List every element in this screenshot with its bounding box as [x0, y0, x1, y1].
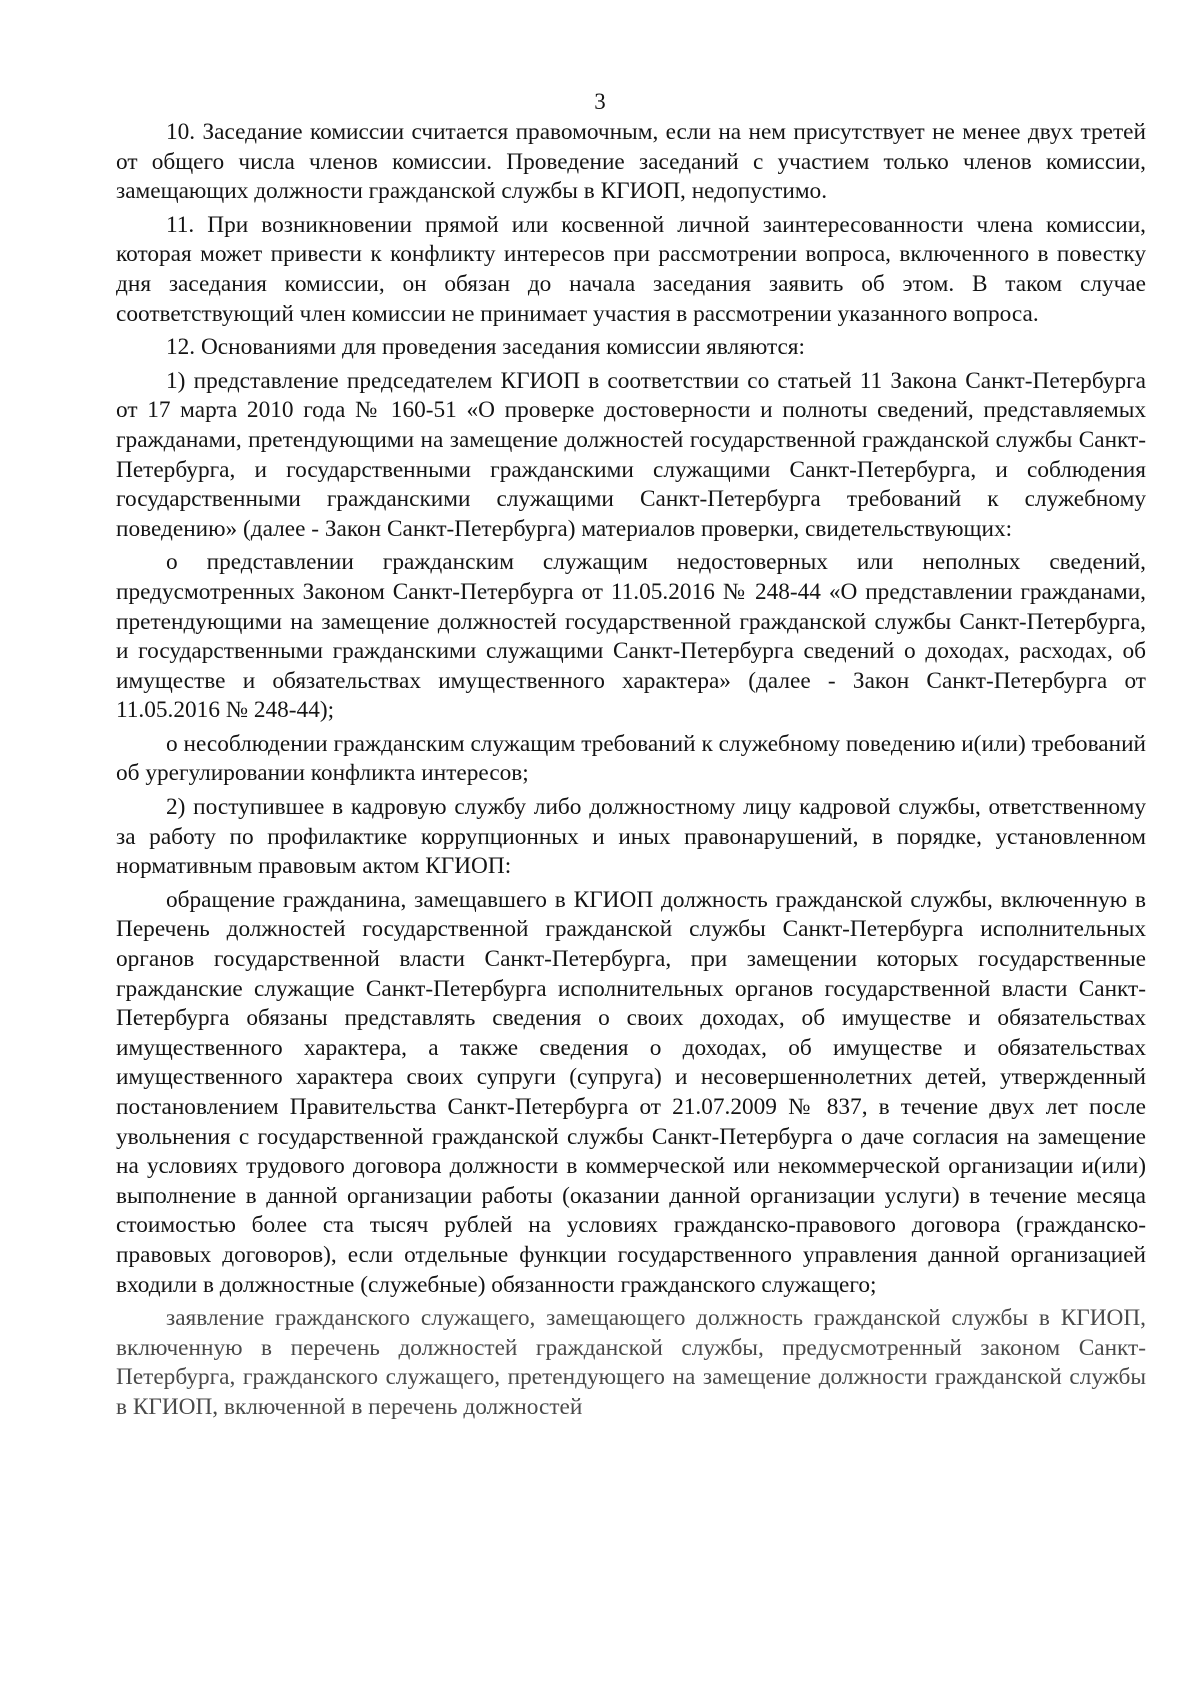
paragraph-12: 12. Основаниями для проведения заседания комиссии являются: [166, 334, 805, 361]
page-number: 3 [594, 89, 606, 114]
paragraph-10: 10. Заседание комиссии считается правомочным, если на нем присутствует не менее двух третей от общего числа членов комиссии. Проведение заседаний с участием только членов комиссии, замещающих должности гражданской службы в КГИОП, недопустимо. [116, 119, 1146, 205]
paragraph-11: 11. При возникновении прямой или косвенной личной заинтересованности члена комиссии, которая может привести к конфликту интересов при рассмотрении вопроса, включенного в повестку дня заседания комиссии, он обязан до начала заседания заявить об этом. В таком случае соответствующий член комиссии не принимает участия в рассмотрении указанного вопроса. [116, 211, 1146, 327]
paragraph-item-1-subitem-b: о несоблюдении гражданским служащим требований к служебному поведению и(или) требований об урегулировании конфликта интересов; [116, 730, 1146, 787]
paragraph-item-1-subitem-a: о представлении гражданским служащим недостоверных или неполных сведений, предусмотренных Законом Санкт-Петербурга от 11.05.2016 № 248-44 «О представлении гражданами, претендующими на замещение должностей государственной гражданской службы Санкт-Петербурга, и государственными гражданскими служащими Санкт-Петербурга сведений о доходах, расходах, об имуществе и обязательствах имущественного характера» (далее - Закон Санкт-Петербурга от 11.05.2016 № 248-44); [116, 549, 1146, 724]
paragraph-item-2-subitem-b: заявление гражданского служащего, замещающего должность гражданской службы в КГИОП, включенную в перечень должностей гражданской службы, предусмотренный законом Санкт-Петербурга, гражданского служащего, претендующего на замещение должности гражданской службы в КГИОП, включенной в перечень должностей [116, 1305, 1146, 1420]
paragraph-item-2-subitem-a: обращение гражданина, замещавшего в КГИОП должность гражданской службы, включенную в Перечень должностей государственной гражданской службы Санкт-Петербурга исполнительных органов государственной власти Санкт-Петербурга, при замещении которых государственные гражданские служащие Санкт-Петербурга исполнительных органов государственной власти Санкт-Петербурга обязаны представлять сведения о своих доходах, об имуществе и обязательствах имущественного характера, а также сведения о доходах, об имуществе и обязательствах имущественного характера своих супруги (супруга) и несовершеннолетних детей, утвержденный постановлением Правительства Санкт-Петербурга от 21.07.2009 № 837, в течение двух лет после увольнения с государственной гражданской службы Санкт-Петербурга о даче согласия на замещение на условиях трудового договора должности в коммерческой или некоммерческой организации и(или) выполнение в данной организации работы (оказании данной организации услуги) в течение месяца стоимостью более ста тысяч рублей на условиях гражданско-правового договора (гражданско-правовых договоров), если отдельные функции государственного управления данной организацией входили в должностные (служебные) обязанности гражданского служащего; [116, 886, 1146, 1298]
document-body [116, 118, 1146, 1427]
paragraph-12-item-1: 1) представление председателем КГИОП в соответствии со статьей 11 Закона Санкт-Петербурга от 17 марта 2010 года № 160-51 «О проверке достоверности и полноты сведений, представляемых гражданами, претендующими на замещение должностей государственной гражданской службы Санкт-Петербурга, и государственными гражданскими служащими Санкт-Петербурга, и соблюдения государственными гражданскими служащими Санкт-Петербурга требований к служебному поведению» (далее - Закон Санкт-Петербурга) материалов проверки, свидетельствующих: [116, 367, 1146, 542]
paragraph-12-item-2: 2) поступившее в кадровую службу либо должностному лицу кадровой службы, ответственному за работу по профилактике коррупционных и иных правонарушений, в порядке, установленном нормативным правовым актом КГИОП: [116, 794, 1146, 880]
